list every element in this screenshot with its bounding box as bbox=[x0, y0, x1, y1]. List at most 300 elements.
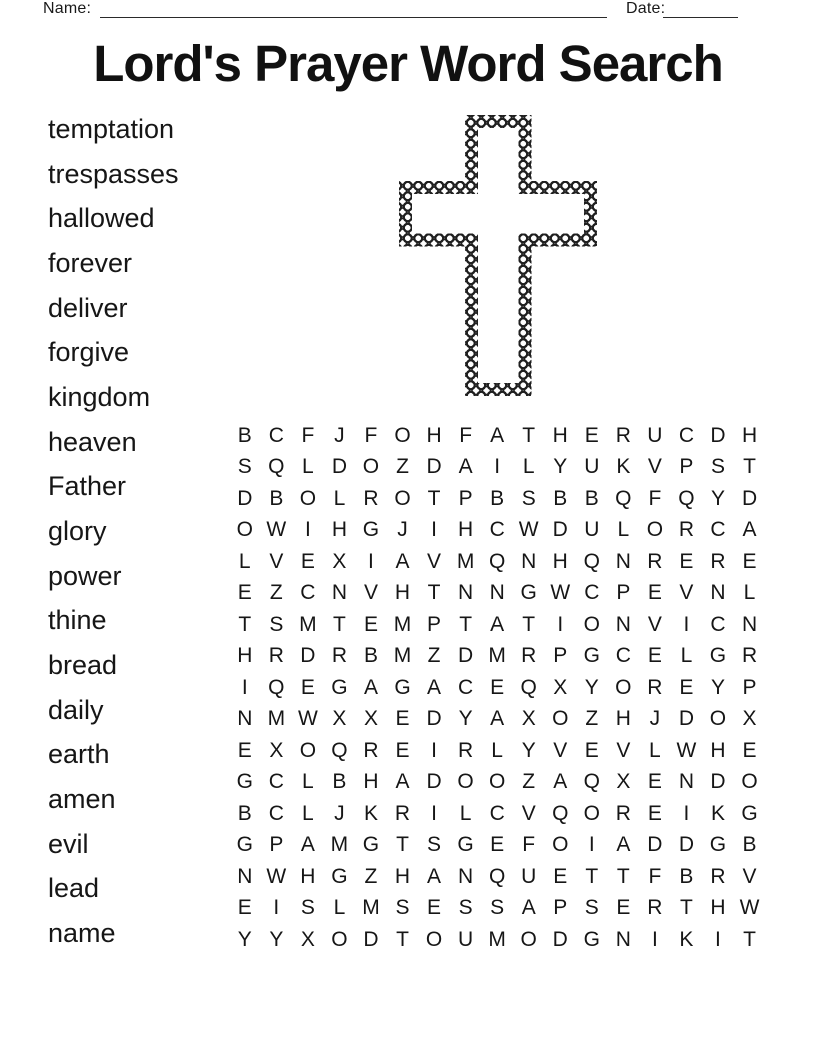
grid-letter: D bbox=[331, 455, 347, 479]
grid-letter: D bbox=[426, 770, 442, 794]
grid-letter: O bbox=[646, 518, 664, 542]
grid-letter: P bbox=[553, 644, 568, 668]
grid-letter: H bbox=[710, 738, 726, 762]
grid-letter: A bbox=[616, 833, 631, 857]
grid-letter: H bbox=[615, 707, 631, 731]
grid-letter: Y bbox=[553, 455, 568, 479]
grid-letter: O bbox=[583, 801, 600, 825]
grid-letter: H bbox=[426, 423, 442, 447]
grid-letter: W bbox=[518, 518, 539, 542]
grid-letter: G bbox=[457, 833, 474, 857]
grid-letter: E bbox=[647, 644, 662, 668]
grid-letter: E bbox=[616, 896, 631, 920]
grid-letter: J bbox=[397, 518, 408, 542]
grid-letter: D bbox=[237, 486, 253, 510]
date-blank-line bbox=[663, 17, 738, 18]
grid-letter: A bbox=[742, 518, 757, 542]
grid-letter: C bbox=[710, 518, 726, 542]
grid-letter: E bbox=[584, 738, 599, 762]
grid-letter: K bbox=[710, 801, 725, 825]
grid-letter: L bbox=[333, 486, 346, 510]
grid-letter: N bbox=[741, 612, 758, 636]
grid-letter: M bbox=[362, 896, 380, 920]
grid-letter: V bbox=[647, 455, 662, 479]
grid-letter: G bbox=[709, 833, 727, 857]
grid-letter: T bbox=[522, 423, 536, 447]
grid-letter: S bbox=[395, 896, 410, 920]
grid-letter: N bbox=[615, 927, 631, 951]
grid-letter: O bbox=[299, 486, 317, 510]
grid-letter: V bbox=[647, 612, 662, 636]
grid-letter: D bbox=[363, 927, 379, 951]
name-blank-line bbox=[100, 17, 607, 18]
grid-letter: G bbox=[394, 675, 411, 699]
grid-letter: T bbox=[396, 927, 409, 951]
grid-letter: S bbox=[521, 486, 536, 510]
grid-letter: I bbox=[557, 612, 564, 636]
grid-letter: G bbox=[236, 770, 253, 794]
grid-letter: L bbox=[238, 549, 251, 573]
grid-letter: H bbox=[741, 423, 758, 447]
grid-letter: O bbox=[362, 455, 380, 479]
grid-letter: H bbox=[552, 423, 568, 447]
grid-letter: G bbox=[331, 675, 348, 699]
grid-letter: A bbox=[490, 423, 505, 447]
grid-letter: H bbox=[394, 864, 411, 888]
grid-letter: L bbox=[459, 801, 472, 825]
grid-letter: A bbox=[395, 770, 410, 794]
grid-letter: X bbox=[332, 707, 347, 731]
grid-letter: B bbox=[237, 423, 252, 447]
grid-letter: A bbox=[521, 896, 536, 920]
grid-letter: A bbox=[300, 833, 315, 857]
grid-letter: A bbox=[427, 864, 442, 888]
grid-letter: F bbox=[301, 423, 315, 447]
word-list-item: kingdom bbox=[48, 381, 151, 412]
grid-letter: A bbox=[427, 675, 442, 699]
grid-letter: E bbox=[363, 612, 378, 636]
grid-letter: D bbox=[552, 518, 568, 542]
grid-letter: H bbox=[458, 518, 474, 542]
grid-letter: Y bbox=[710, 486, 725, 510]
grid-letter: H bbox=[237, 644, 253, 668]
grid-letter: B bbox=[742, 833, 757, 857]
grid-letter: W bbox=[676, 738, 697, 762]
grid-letter: R bbox=[458, 738, 474, 762]
word-list-item: glory bbox=[48, 515, 107, 546]
grid-letter: X bbox=[332, 549, 347, 573]
grid-letter: W bbox=[297, 707, 318, 731]
grid-letter: Y bbox=[584, 675, 599, 699]
grid-letter: R bbox=[363, 738, 379, 762]
grid-letter: T bbox=[396, 833, 409, 857]
grid-letter: M bbox=[488, 644, 506, 668]
grid-letter: C bbox=[300, 581, 316, 605]
grid-letter: O bbox=[457, 770, 474, 794]
grid-letter: D bbox=[458, 644, 474, 668]
grid-letter: G bbox=[362, 833, 380, 857]
page-title: Lord's Prayer Word Search bbox=[93, 35, 723, 92]
grid-letter: E bbox=[237, 738, 252, 762]
grid-letter: S bbox=[300, 896, 315, 920]
grid-letter: F bbox=[459, 423, 473, 447]
grid-letter: H bbox=[300, 864, 316, 888]
grid-letter: F bbox=[522, 833, 536, 857]
grid-letter: E bbox=[553, 864, 568, 888]
grid-letter: G bbox=[362, 518, 380, 542]
grid-letter: Z bbox=[585, 707, 599, 731]
word-list-item: amen bbox=[48, 783, 116, 814]
grid-letter: K bbox=[679, 927, 694, 951]
grid-letter: H bbox=[552, 549, 568, 573]
grid-letter: T bbox=[680, 896, 693, 920]
grid-letter: A bbox=[490, 612, 505, 636]
grid-letter: I bbox=[241, 675, 248, 699]
grid-letter: E bbox=[490, 675, 505, 699]
grid-letter: X bbox=[553, 675, 568, 699]
grid-letter: M bbox=[330, 833, 349, 857]
grid-letter: E bbox=[300, 549, 315, 573]
grid-letter: L bbox=[680, 644, 693, 668]
grid-letter: U bbox=[584, 518, 600, 542]
grid-letter: O bbox=[583, 612, 600, 636]
grid-letter: I bbox=[494, 455, 501, 479]
grid-letter: Q bbox=[678, 486, 695, 510]
grid-letter: N bbox=[710, 581, 726, 605]
grid-letter: R bbox=[331, 644, 347, 668]
grid-letter: Z bbox=[364, 864, 378, 888]
grid-letter: V bbox=[742, 864, 757, 888]
grid-letter: N bbox=[458, 864, 474, 888]
grid-letter: J bbox=[334, 801, 345, 825]
grid-letter: V bbox=[269, 549, 284, 573]
grid-letter: C bbox=[584, 581, 600, 605]
grid-letter: E bbox=[742, 549, 757, 573]
grid-letter: I bbox=[651, 927, 658, 951]
word-list-item: thine bbox=[48, 605, 107, 636]
word-list bbox=[48, 107, 228, 955]
grid-letter: Q bbox=[488, 864, 506, 888]
grid-letter: T bbox=[585, 864, 599, 888]
grid-letter: C bbox=[268, 423, 284, 447]
grid-letter: M bbox=[488, 927, 506, 951]
grid-letter: Y bbox=[458, 707, 473, 731]
grid-letter: X bbox=[742, 707, 757, 731]
grid-letter: F bbox=[648, 486, 662, 510]
grid-letter: Z bbox=[396, 455, 409, 479]
grid-letter: D bbox=[426, 707, 442, 731]
grid-letter: L bbox=[522, 455, 535, 479]
grid-letter: Q bbox=[583, 770, 600, 794]
grid-letter: B bbox=[363, 644, 378, 668]
grid-letter: I bbox=[715, 927, 721, 951]
grid-letter: D bbox=[647, 833, 663, 857]
grid-letter: N bbox=[615, 612, 631, 636]
grid-letter: L bbox=[302, 801, 314, 825]
grid-letter: U bbox=[647, 423, 663, 447]
grid-letter: S bbox=[710, 455, 725, 479]
grid-letter: L bbox=[302, 770, 314, 794]
grid-letter: R bbox=[647, 675, 663, 699]
grid-letter: D bbox=[426, 455, 442, 479]
word-list-item: earth bbox=[48, 739, 110, 770]
grid-letter: N bbox=[521, 549, 537, 573]
grid-letter: C bbox=[268, 801, 284, 825]
grid-letter: M bbox=[299, 612, 317, 636]
grid-letter: X bbox=[363, 707, 378, 731]
grid-letter: I bbox=[273, 896, 280, 920]
grid-letter: S bbox=[269, 612, 284, 636]
word-list-item: lead bbox=[48, 873, 100, 904]
grid-letter: V bbox=[553, 738, 568, 762]
grid-letter: H bbox=[331, 518, 347, 542]
grid-letter: G bbox=[520, 581, 537, 605]
word-list-item: daily bbox=[48, 694, 104, 725]
grid-letter: G bbox=[709, 644, 727, 668]
grid-letter: D bbox=[300, 644, 316, 668]
grid-letter: H bbox=[710, 896, 726, 920]
grid-letter: V bbox=[616, 738, 631, 762]
grid-letter: X bbox=[616, 770, 631, 794]
grid-letter: C bbox=[615, 644, 631, 668]
grid-letter: E bbox=[647, 770, 662, 794]
grid-letter: W bbox=[550, 581, 571, 605]
grid-letter: N bbox=[237, 707, 253, 731]
grid-letter: N bbox=[489, 581, 505, 605]
grid-letter: Q bbox=[268, 455, 285, 479]
grid-letter: B bbox=[237, 801, 252, 825]
grid-letter: B bbox=[553, 486, 568, 510]
grid-letter: I bbox=[431, 518, 437, 542]
grid-letter: D bbox=[552, 927, 568, 951]
grid-letter: L bbox=[302, 455, 314, 479]
grid-letter: K bbox=[616, 455, 631, 479]
grid-letter: O bbox=[488, 770, 506, 794]
grid-letter: Y bbox=[237, 927, 252, 951]
grid-letter: W bbox=[739, 896, 760, 920]
grid-letter: E bbox=[647, 801, 662, 825]
grid-letter: G bbox=[741, 801, 758, 825]
grid-letter: G bbox=[583, 927, 600, 951]
grid-letter: R bbox=[394, 801, 411, 825]
grid-letter: G bbox=[236, 833, 253, 857]
grid-letter: C bbox=[458, 675, 474, 699]
grid-letter: S bbox=[490, 896, 505, 920]
word-list-item: temptation bbox=[48, 114, 175, 144]
grid-letter: R bbox=[521, 644, 537, 668]
grid-letter: W bbox=[266, 864, 287, 888]
grid-letter: O bbox=[615, 675, 632, 699]
grid-letter: D bbox=[710, 423, 726, 447]
grid-letter: Q bbox=[583, 549, 600, 573]
grid-letter: M bbox=[393, 644, 412, 668]
grid-letter: V bbox=[363, 581, 378, 605]
grid-letter: Y bbox=[710, 675, 725, 699]
grid-letter: X bbox=[521, 707, 536, 731]
grid-letter: L bbox=[333, 896, 346, 920]
grid-letter: Z bbox=[427, 644, 441, 668]
grid-letter: E bbox=[679, 549, 694, 573]
grid-letter: J bbox=[334, 423, 345, 447]
grid-letter: E bbox=[742, 738, 757, 762]
grid-letter: W bbox=[266, 518, 287, 542]
grid-letter: Q bbox=[520, 675, 537, 699]
grid-letter: E bbox=[679, 675, 694, 699]
grid-letter: E bbox=[237, 896, 252, 920]
grid-letter: I bbox=[588, 833, 595, 857]
grid-letter: E bbox=[237, 581, 252, 605]
grid-letter: S bbox=[427, 833, 442, 857]
grid-letter: B bbox=[269, 486, 284, 510]
grid-letter: C bbox=[710, 612, 726, 636]
grid-letter: P bbox=[427, 612, 442, 636]
grid-letter: M bbox=[456, 549, 475, 573]
grid-letter: V bbox=[521, 801, 536, 825]
grid-letter: L bbox=[617, 518, 630, 542]
grid-letter: R bbox=[615, 423, 631, 447]
word-list-item: deliver bbox=[48, 292, 128, 323]
grid-letter: G bbox=[583, 644, 600, 668]
grid-letter: N bbox=[615, 549, 631, 573]
grid-letter: R bbox=[710, 864, 726, 888]
word-list-item: name bbox=[48, 917, 116, 948]
grid-letter: E bbox=[490, 833, 505, 857]
grid-letter: D bbox=[741, 486, 758, 510]
grid-letter: N bbox=[678, 770, 695, 794]
grid-letter: J bbox=[649, 707, 661, 731]
grid-letter: E bbox=[395, 738, 410, 762]
grid-letter: R bbox=[741, 644, 758, 668]
grid-letter: I bbox=[368, 549, 374, 573]
grid-letter: O bbox=[394, 486, 411, 510]
grid-letter: Z bbox=[269, 581, 283, 605]
grid-letter: Q bbox=[331, 738, 348, 762]
word-list-item: forgive bbox=[48, 337, 130, 368]
grid-letter: O bbox=[520, 927, 537, 951]
grid-letter: R bbox=[710, 549, 726, 573]
grid-letter: G bbox=[331, 864, 348, 888]
grid-letter: T bbox=[427, 486, 441, 510]
grid-letter: K bbox=[363, 801, 378, 825]
grid-letter: Q bbox=[552, 801, 569, 825]
grid-letter: P bbox=[458, 486, 473, 510]
grid-letter: R bbox=[678, 518, 695, 542]
grid-letter: T bbox=[743, 455, 756, 479]
grid-letter: Y bbox=[521, 738, 536, 762]
word-list-item: evil bbox=[48, 828, 89, 859]
grid-letter: O bbox=[299, 738, 317, 762]
grid-letter: P bbox=[269, 833, 284, 857]
date-label: Date: bbox=[626, 0, 666, 17]
grid-letter: I bbox=[683, 612, 690, 636]
grid-letter: F bbox=[648, 864, 662, 888]
grid-letter: E bbox=[395, 707, 410, 731]
word-list-item: trespasses bbox=[48, 158, 179, 189]
grid-letter: A bbox=[458, 455, 473, 479]
grid-letter: I bbox=[431, 801, 437, 825]
grid-letter: A bbox=[490, 707, 505, 731]
grid-letter: P bbox=[742, 675, 757, 699]
grid-letter: N bbox=[331, 581, 347, 605]
grid-letter: Q bbox=[615, 486, 632, 510]
grid-letter: E bbox=[427, 896, 442, 920]
grid-letter: D bbox=[678, 833, 695, 857]
word-list-item: heaven bbox=[48, 426, 137, 457]
grid-letter: B bbox=[584, 486, 599, 510]
grid-letter: A bbox=[553, 770, 568, 794]
word-list-item: forever bbox=[48, 247, 133, 278]
grid-letter: N bbox=[458, 581, 474, 605]
grid-letter: S bbox=[458, 896, 473, 920]
grid-letter: Q bbox=[488, 549, 506, 573]
word-list-item: Father bbox=[48, 471, 127, 502]
grid-letter: R bbox=[268, 644, 284, 668]
grid-letter: U bbox=[521, 864, 537, 888]
grid-letter: E bbox=[300, 675, 315, 699]
grid-letter: P bbox=[553, 896, 568, 920]
grid-letter: M bbox=[267, 707, 286, 731]
grid-letter: E bbox=[584, 423, 599, 447]
grid-letter: A bbox=[395, 549, 410, 573]
grid-letter: R bbox=[363, 486, 379, 510]
grid-letter: C bbox=[489, 518, 505, 542]
letter-grid bbox=[229, 420, 765, 956]
grid-letter: E bbox=[647, 581, 662, 605]
grid-letter: I bbox=[683, 801, 690, 825]
grid-letter: D bbox=[710, 770, 726, 794]
grid-letter: O bbox=[236, 518, 253, 542]
grid-letter: T bbox=[427, 581, 441, 605]
word-list-item: hallowed bbox=[48, 203, 155, 234]
grid-letter: L bbox=[743, 581, 756, 605]
grid-letter: N bbox=[237, 864, 253, 888]
grid-letter: L bbox=[491, 738, 503, 762]
grid-letter: C bbox=[678, 423, 695, 447]
grid-letter: Z bbox=[522, 770, 536, 794]
grid-letter: T bbox=[238, 612, 252, 636]
grid-letter: P bbox=[679, 455, 694, 479]
grid-letter: F bbox=[364, 423, 378, 447]
grid-letter: U bbox=[458, 927, 474, 951]
grid-letter: P bbox=[616, 581, 631, 605]
grid-letter: O bbox=[552, 707, 569, 731]
name-label: Name: bbox=[43, 0, 92, 17]
grid-letter: R bbox=[647, 896, 663, 920]
grid-letter: O bbox=[394, 423, 411, 447]
grid-letter: A bbox=[363, 675, 378, 699]
grid-letter: Y bbox=[269, 927, 284, 951]
grid-letter: I bbox=[431, 738, 437, 762]
grid-letter: U bbox=[584, 455, 600, 479]
grid-letter: D bbox=[678, 707, 695, 731]
grid-letter: S bbox=[237, 455, 252, 479]
grid-letter: T bbox=[333, 612, 346, 636]
grid-letter: C bbox=[489, 801, 505, 825]
grid-letter: H bbox=[394, 581, 411, 605]
grid-letter: H bbox=[363, 770, 379, 794]
grid-letter: O bbox=[331, 927, 348, 951]
grid-letter: T bbox=[616, 864, 630, 888]
grid-letter: T bbox=[743, 927, 756, 951]
grid-letter: M bbox=[393, 612, 412, 636]
grid-letter: O bbox=[709, 707, 727, 731]
grid-letter: B bbox=[490, 486, 505, 510]
cross-icon bbox=[392, 107, 604, 403]
grid-letter: O bbox=[741, 770, 758, 794]
grid-letter: O bbox=[425, 927, 443, 951]
grid-letter: S bbox=[584, 896, 599, 920]
grid-letter: V bbox=[679, 581, 694, 605]
